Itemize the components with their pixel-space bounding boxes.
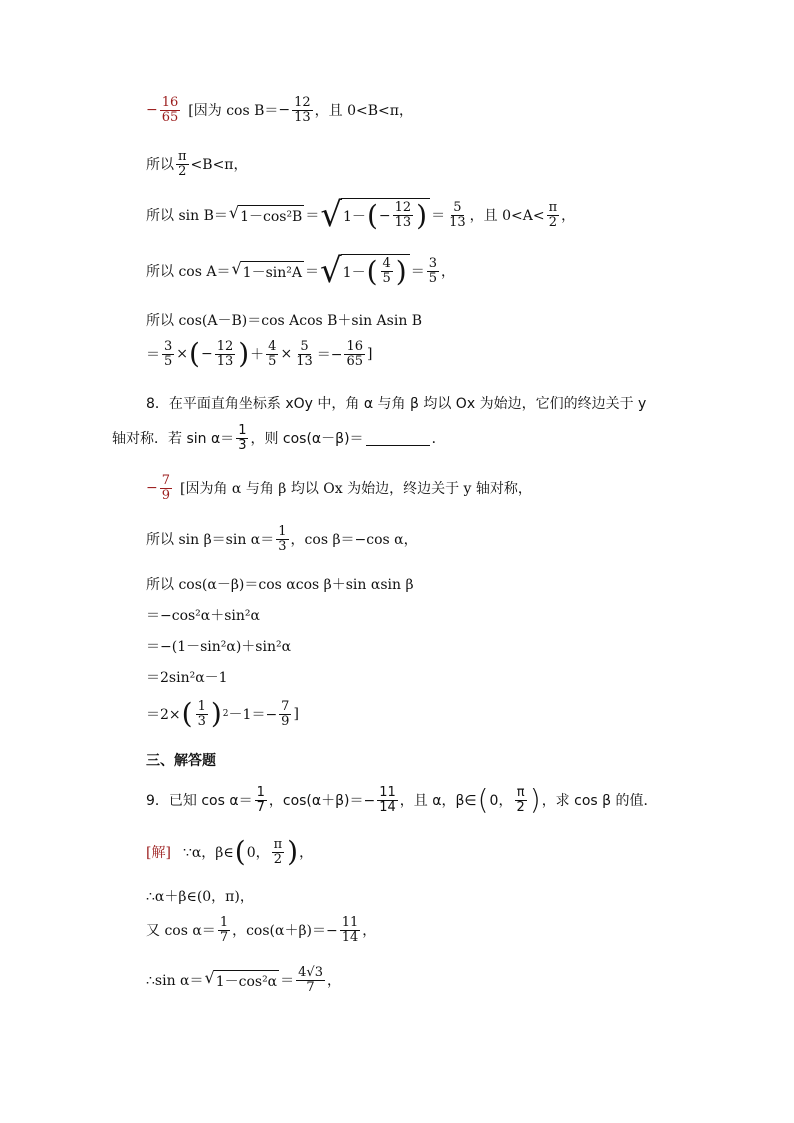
fraction: $\frac{12}{13}$ xyxy=(294,95,311,125)
fraction: $\frac{3}{5}$ xyxy=(164,339,173,369)
q8-a6: ＝2sin²α－1 xyxy=(146,670,228,686)
p7-l1-open: [因为 cos B＝ xyxy=(188,103,279,120)
fraction: $\frac{1}{7}$ xyxy=(219,915,229,945)
p7-line3: 所以 sin B＝ √ 1－cos²B ＝ √ 1－ ( − $\frac{12}{13}$ ) ＝ $\frac{5}{13}$ ，且 0<A< $\frac{\pi}{2}$ ， xyxy=(146,195,576,235)
q8-a2: 所以 sin β＝sin α＝ $\frac{1}{3}$ ，cos β＝−cos α， xyxy=(146,524,418,554)
p7-line6: ＝ $\frac{3}{5}$ × ( − $\frac{12}{13}$ ) ＋ $\frac{4}{5}$ × $\frac{5}{13}$ ＝− $\frac{16}{65}$ ] xyxy=(146,337,373,371)
section-heading: 三、解答题 xyxy=(146,753,216,769)
fraction: $\frac{4√3}{7}$ xyxy=(298,965,323,995)
fraction: $\frac{\pi}{2}$ xyxy=(516,785,525,815)
q8-a5: ＝−(1－sin²α)＋sin²α xyxy=(146,639,292,655)
fraction: $\frac{4}{5}$ xyxy=(268,339,277,369)
q8-line1: 8．在平面直角坐标系 xOy 中，角 α 与角 β 均以 Ox 为始边，它们的终边关于 y xyxy=(146,396,647,412)
fraction: $\frac{11}{14}$ xyxy=(379,785,396,815)
answer-blank xyxy=(366,431,430,446)
fraction: $\frac{5}{13}$ xyxy=(449,199,466,230)
fraction: $\frac{\pi}{2}$ xyxy=(273,837,283,867)
p7-answer-fraction: $\frac{16}{65}$ xyxy=(161,95,179,125)
q8-answer-line: − $\frac{7}{9}$ [因为角 α 与角 β 均以 Ox 为始边，终边关于 y 轴对称， xyxy=(146,473,532,503)
fraction: $\frac{\pi}{2}$ xyxy=(178,149,187,179)
fraction: $\frac{\pi}{2}$ xyxy=(548,199,558,230)
q9-solution-line4: ∴sin α＝ √ 1－cos²α ＝ $\frac{4√3}{7}$ ， xyxy=(146,965,341,995)
sqrt-expression: √ 1－ ( $\frac{4}{5}$ ) xyxy=(320,254,410,288)
q9-solution-line3: 又 cos α＝ $\frac{1}{7}$ ，cos(α＋β)＝− $\frac{11}{14}$ ， xyxy=(146,915,377,945)
fraction: $\frac{5}{13}$ xyxy=(296,339,313,369)
q8-a3: 所以 cos(α－β)＝cos αcos β＋sin αsin β xyxy=(146,577,414,593)
fraction: $\frac{4}{5}$ xyxy=(382,256,391,286)
fraction: $\frac{12}{13}$ xyxy=(394,200,412,230)
p7-line2: 所以 $\frac{\pi}{2}$ <B<π， xyxy=(146,149,248,179)
q9-question: 9．已知 cos α＝ $\frac{1}{7}$ ，cos(α＋β)＝− $\frac{11}{14}$ ，且 α，β∈ ( 0， $\frac{\pi}{2}$ ) ，求 cos β 的值． xyxy=(146,783,658,817)
sqrt-expression: √ 1－cos²B xyxy=(228,202,303,225)
fraction: $\frac{16}{65}$ xyxy=(346,339,364,369)
q9-solution-line2: ∴α＋β∈(0，π)， xyxy=(146,889,254,905)
fraction: $\frac{1}{7}$ xyxy=(256,785,265,815)
fraction: $\frac{11}{14}$ xyxy=(341,915,359,945)
sqrt-expression: √ 1－ ( − $\frac{12}{13}$ ) xyxy=(320,198,430,232)
fraction: $\frac{7}{9}$ xyxy=(281,699,290,729)
fraction: $\frac{1}{3}$ xyxy=(238,423,247,453)
sqrt-expression: √ 1－cos²α xyxy=(204,967,278,990)
q9-solution-line1: [解] ∵α，β∈ ( 0， $\frac{\pi}{2}$ ) ， xyxy=(146,835,314,869)
p7-line5: 所以 cos(A－B)＝cos Acos B＋sin Asin B xyxy=(146,313,423,329)
q8-a4: ＝−cos²α＋sin²α xyxy=(146,608,260,624)
q8-line2: 轴对称．若 sin α＝ $\frac{1}{3}$ ，则 cos(α－β)＝ ． xyxy=(112,423,446,453)
q8-a7: ＝2× ( $\frac{1}{3}$ ) 2 －1＝− $\frac{7}{9}$ ] xyxy=(146,697,299,731)
fraction: $\frac{1}{3}$ xyxy=(197,699,206,729)
fraction: $\frac{3}{5}$ xyxy=(428,255,438,286)
q8-answer-fraction: $\frac{7}{9}$ xyxy=(161,473,171,503)
p7-answer-line: − $\frac{16}{65}$ [因为 cos B＝ − $\frac{12}{13}$ ，且 0<B<π， xyxy=(146,95,413,125)
p7-answer-sign: − xyxy=(146,102,158,119)
fraction: $\frac{12}{13}$ xyxy=(216,339,234,369)
solution-label: [解] xyxy=(146,845,171,862)
fraction: $\frac{1}{3}$ xyxy=(278,524,287,554)
sqrt-expression: √ 1－sin²A xyxy=(231,258,302,281)
p7-line4: 所以 cos A＝ √ 1－sin²A ＝ √ 1－ ( $\frac{4}{5}$ ) ＝ $\frac{3}{5}$ ， xyxy=(146,251,456,291)
